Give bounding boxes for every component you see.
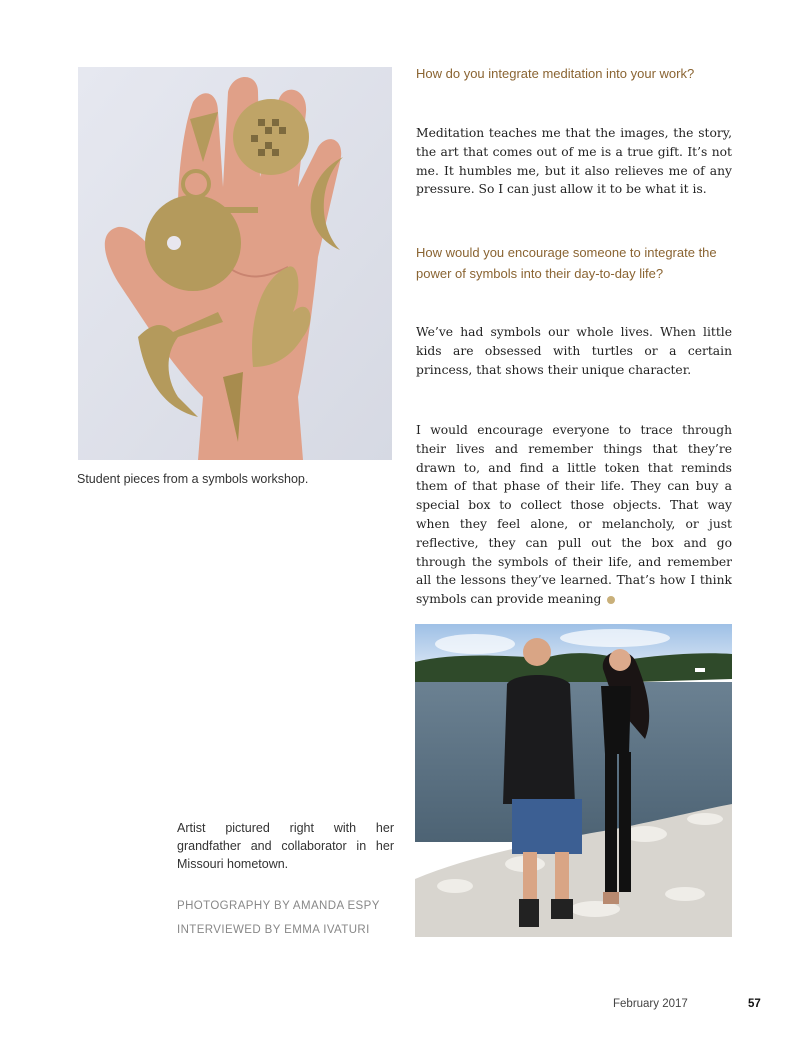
answer-symbols-2-text: I would encourage everyone to trace through their lives and remember things that they’re drawn to, and find a little token that reminds them of that phase of their life. They can buy a special box to collect those objects. That way when they feel alone, or melancholy, or just reflective, they can pull out the box and go through the symbols of their life, and remember all the lessons they’ve learned. That’s how I think symbols can provide meaning <box>416 423 732 607</box>
end-mark-dot <box>607 596 615 604</box>
artist-caption: Artist pictured right with her grandfather and collaborator in her Missouri hometown. <box>177 821 394 871</box>
workshop-caption: Student pieces from a symbols workshop. <box>77 472 309 486</box>
answer-symbols-2 <box>416 421 732 609</box>
question-meditation: How do you integrate meditation into your work? <box>416 66 695 81</box>
artist-grandfather-photo <box>415 624 732 937</box>
question-symbols: How would you encourage someone to integrate the power of symbols into their day-to-day life? <box>416 245 717 281</box>
symbols-workshop-photo <box>78 67 392 460</box>
interview-credit: INTERVIEWED BY EMMA IVATURI <box>177 924 370 936</box>
answer-symbols-1: We’ve had symbols our whole lives. When little kids are obsessed with turtles or a certain princess, that shows their unique character. <box>416 325 732 377</box>
issue-date: February 2017 <box>613 998 688 1010</box>
answer-meditation: Meditation teaches me that the images, the story, the art that comes out of me is a true gift. It’s not me. It humbles me, but it also relieves me of any pressure. So I can just allow it to be what it is. <box>416 126 732 197</box>
photography-credit: PHOTOGRAPHY BY AMANDA ESPY <box>177 900 380 912</box>
page-number: 57 <box>748 998 761 1010</box>
